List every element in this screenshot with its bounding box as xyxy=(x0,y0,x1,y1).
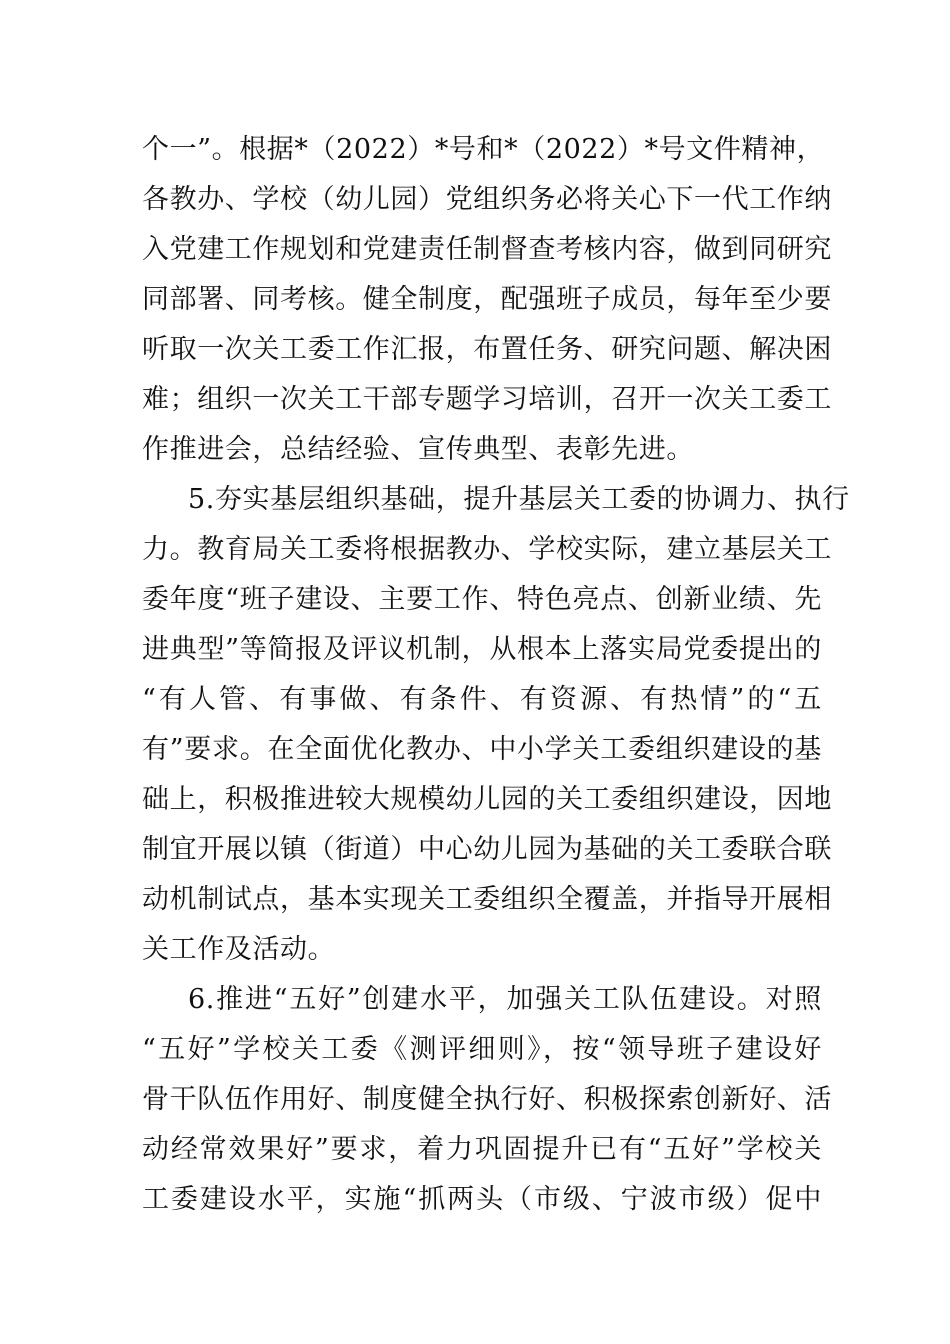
text-line-14: 础上，积极推进较大规模幼儿园的关工委组织建设，因地 xyxy=(142,784,832,815)
text-line-4: 同部署、同考核。健全制度，配强班子成员，每年至少要 xyxy=(142,284,832,315)
text-line-12: “有人管、有事做、有条件、有资源、有热情”的“五 xyxy=(142,684,822,715)
text-line-21: 动经常效果好”要求，着力巩固提升已有“五好”学校关 xyxy=(142,1134,822,1165)
text-line-9: 力。教育局关工委将根据教办、学校实际，建立基层关工 xyxy=(142,534,832,565)
text-line-15: 制宜开展以镇（街道）中心幼儿园为基础的关工委联合联 xyxy=(142,834,832,865)
text-line-10: 委年度“班子建设、主要工作、特色亮点、创新业绩、先 xyxy=(142,584,822,615)
text-line-1: 个一”。根据*（2022）*号和*（2022）*号文件精神， xyxy=(142,134,825,165)
paragraph-6-heading-line: 6.推进“五好”创建水平，加强关工队伍建设。对照 xyxy=(188,984,822,1015)
text-line-22: 工委建设水平，实施“抓两头（市级、宁波市级）促中 xyxy=(142,1184,822,1215)
text-line-20: 骨干队伍作用好、制度健全执行好、积极探索创新好、活 xyxy=(142,1084,832,1115)
text-line-17: 关工作及活动。 xyxy=(142,934,336,965)
text-line-6: 难；组织一次关工干部专题学习培训，召开一次关工委工 xyxy=(142,384,832,415)
text-line-19: “五好”学校关工委《测评细则》，按“领导班子建设好 xyxy=(142,1034,822,1065)
paragraph-5-heading-line: 5.夯实基层组织基础，提升基层关工委的协调力、执行 xyxy=(188,484,850,515)
text-line-2: 各教办、学校（幼儿园）党组织务必将关心下一代工作纳 xyxy=(142,184,832,215)
text-line-16: 动机制试点，基本实现关工委组织全覆盖，并指导开展相 xyxy=(142,884,832,915)
text-line-3: 入党建工作规划和党建责任制督查考核内容，做到同研究 xyxy=(142,234,832,265)
text-line-13: 有”要求。在全面优化教办、中小学关工委组织建设的基 xyxy=(142,734,822,765)
text-line-7: 作推进会，总结经验、宣传典型、表彰先进。 xyxy=(142,434,694,465)
text-line-5: 听取一次关工委工作汇报，布置任务、研究问题、解决困 xyxy=(142,334,832,365)
text-line-11: 进典型”等简报及评议机制，从根本上落实局党委提出的 xyxy=(142,634,822,665)
